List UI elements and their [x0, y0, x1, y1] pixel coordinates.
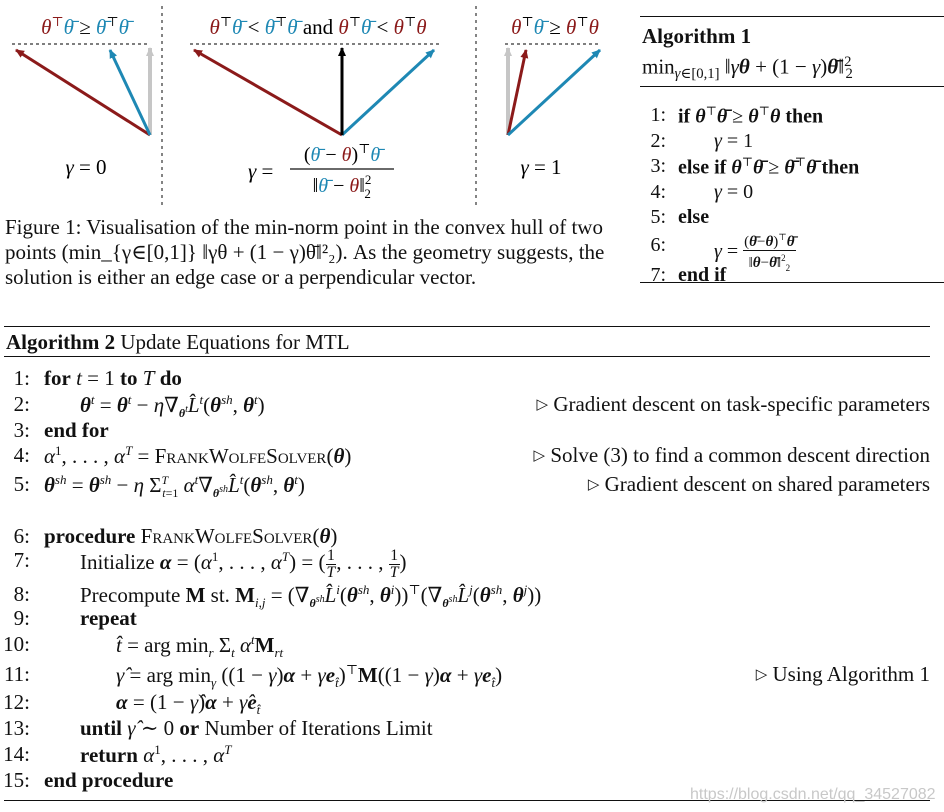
blue-vector-2 — [342, 50, 434, 135]
figure-1 — [0, 0, 640, 210]
algorithm-2-heading — [6, 330, 350, 355]
figure-caption — [5, 215, 635, 290]
panel-2 — [190, 14, 440, 201]
comment-line-2: Gradient descent on task-specific parameters — [553, 392, 930, 416]
panel-1-title: θ⊤θ̄ ≥ θ̄⊤θ̄ — [41, 14, 129, 39]
algorithm-1-box: Algorithm 1 $\min_{\gamma\in[0,1]}$ ‖γθ + (1 − γ)θ̄‖$^2_2$ 1: if θ⊤θ̄ ≥ θ⊤θ then 2: γ = 1 3: else if θ⊤θ̄ ≥ θ̄⊤θ̄ then 4: γ = 0 5: else 6: γ = $\frac{(\thetā-\theta)^⊤\thetā}{‖\theta-\thetā‖^2_2}$ 7: end if — [640, 16, 944, 286]
algorithm-1-label: Algorithm 1 — [642, 24, 752, 48]
comment-line-4: Solve (3) to find a common descent direction — [550, 443, 930, 467]
algorithm-2-box: Algorithm 2 Update Equations for MTL 1: for t = 1 to T do 2: $\theta^t = \theta^t$ − $\eta\nabla_{\theta^t}L̂^t(\theta^{sh}$, $\theta^t$) ▷ Gradient descent on task-specific parameters 3: end for 4: $\alpha^1$, . . . , $\alpha^T$ = FrankWolfeSolver(θ) ▷ Solve (3) to find a common descent direction 5: $\theta^{sh} = \theta^{sh} - \eta$ $\Sigma^T_{t=1}$ $\alpha^t\nabla_{\theta^{sh}}L̂^t(\theta^{sh}$, $\theta^t$) ▷ Gradient descent on shared parameters 6: procedure FrankWolfeSolver(θ) 7: Initialize $\alpha = (\alpha^1$, . . . , $\alpha^T$) = ( $\frac{1}{T}$ , . . . , $\frac{1}{T}$ ) 8: Precompute M st. $M_{i,j}$ = ($\nabla_{\theta^{sh}}L̂^i(\theta^{sh}$, $\theta^i))^⊤(\nabla_{\theta^{sh}}L̂^j(\theta^{sh}$, $\theta^j$)) 9: repeat 10: t̂ = arg $\min_r \Sigma_t$ $\alpha^tM_{rt}$ 11: γ̂ = arg $\min_\gamma ((1 - \gamma)\alpha + \gamma e_{t̂})^⊤M((1 - \gamma)\alpha + \gamma e_{t̂})$ ▷ Using Algorithm 1 12: α = (1 − γ̂)α + $\gammâe_{t̂}$ 13: until γ̂ ∼ 0 or Number of Iterations Limit 14: return $\alpha^1$, . . . , $\alpha^T$ 15: end procedure — [0, 322, 944, 812]
panel-3 — [505, 14, 600, 179]
panel-2-gamma-den: ‖θ̄ − θ‖$^2$ 2 — [312, 172, 372, 201]
algorithm-2-label: Algorithm 2 — [6, 330, 116, 354]
algorithm-2-title: Update Equations for MTL — [120, 330, 350, 354]
panel-1-gamma: γ = 0 — [65, 155, 107, 179]
panel-2-title: θ⊤θ̄ < θ̄⊤θ̄ and θ⊤θ̄ < θ⊤θ — [209, 14, 427, 39]
panel-2-gamma-num: (θ̄ − θ)⊤θ̄ — [303, 141, 381, 166]
watermark: https://blog.csdn.net/qq_34527082 — [690, 786, 936, 803]
comment-line-5: Gradient descent on shared parameters — [604, 472, 930, 496]
caption-text: Visualisation of the min-norm point in the convex hull of two points (min_{γ∈[0,1]} ‖γθ + (1 − γ)θ̄‖²₂). As the geometry suggests, the solution is either an edge case or a perpendicular vector. — [5, 215, 605, 289]
comment-line-11: Using Algorithm 1 — [772, 662, 930, 686]
panel-3-title: θ⊤θ̄ ≥ θ⊤θ — [511, 14, 599, 39]
panel-3-gamma: γ = 1 — [520, 155, 562, 179]
panel-2-gamma-lhs: γ = — [248, 159, 274, 183]
caption-label: Figure 1: — [5, 215, 82, 239]
panel-1 — [12, 14, 150, 179]
algorithm-1-objective: $\min_{\gamma\in[0,1]}$ ‖γθ + (1 − γ)θ̄‖$^2_2$ — [642, 54, 853, 82]
red-vector-2 — [194, 50, 342, 135]
